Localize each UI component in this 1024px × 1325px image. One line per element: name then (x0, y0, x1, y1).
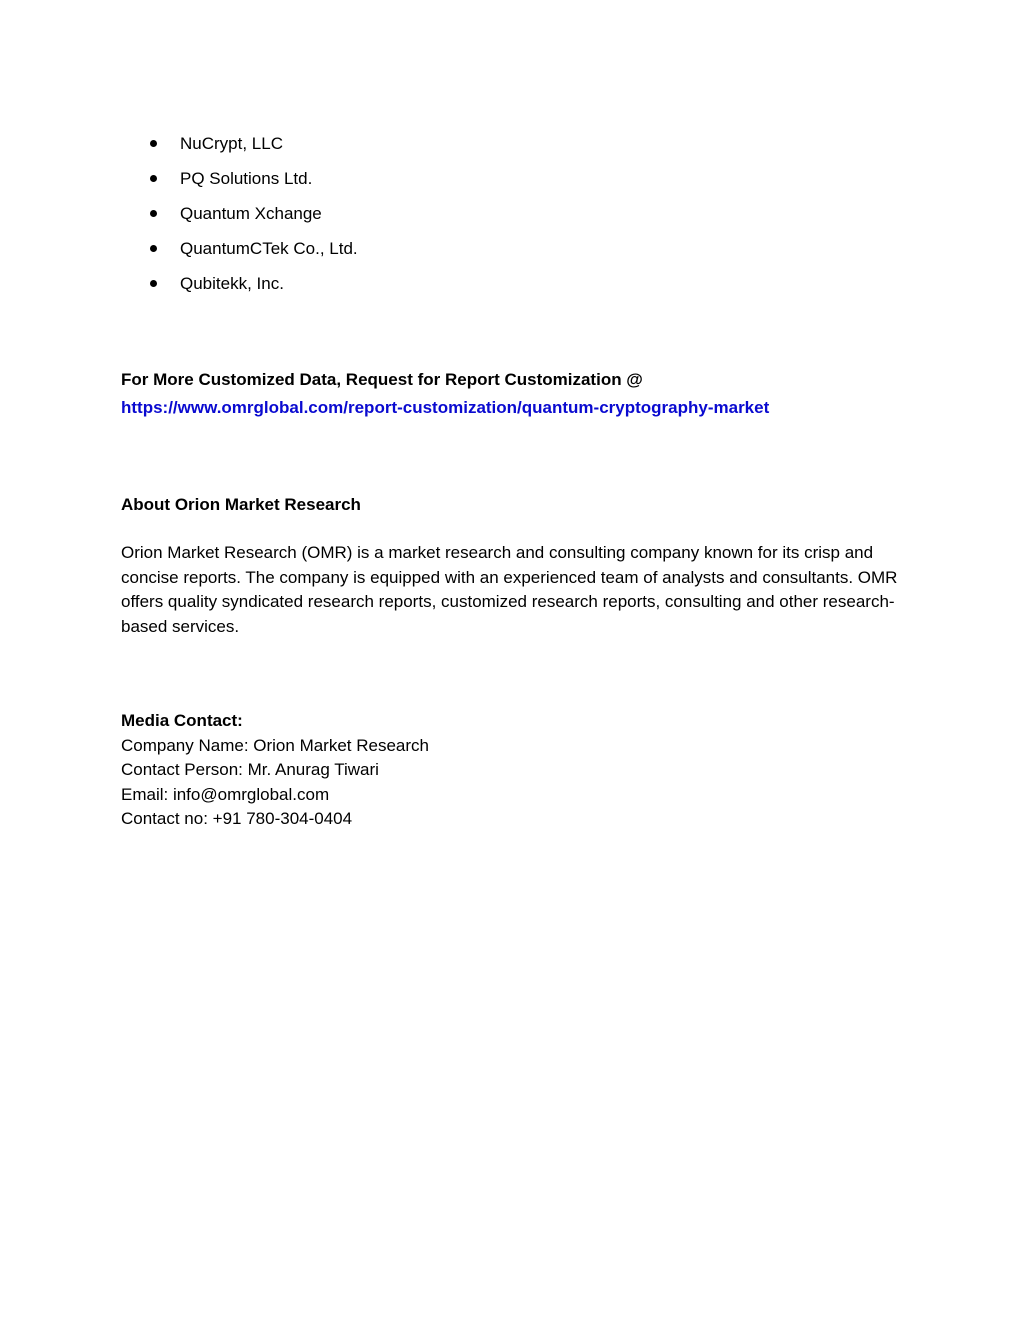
list-item (150, 236, 358, 271)
company-name: Quantum Xchange (180, 204, 322, 223)
bullet-icon (150, 175, 157, 182)
contact-phone: Contact no: +91 780-304-0404 (121, 809, 353, 829)
company-name: NuCrypt, LLC (180, 134, 283, 153)
media-contact-heading: Media Contact: (121, 711, 243, 730)
bullet-icon (150, 140, 157, 147)
bullet-icon (150, 245, 157, 252)
company-name: QuantumCTek Co., Ltd. (180, 239, 358, 258)
customization-link[interactable]: https://www.omrglobal.com/report-customization/quantum-cryptography-market (121, 398, 770, 417)
company-list (150, 131, 358, 306)
bullet-icon (150, 210, 157, 217)
contact-person: Contact Person: Mr. Anurag Tiwari (121, 760, 379, 780)
contact-company: Company Name: Orion Market Research (121, 735, 430, 755)
list-item (150, 271, 358, 306)
company-name: PQ Solutions Ltd. (180, 169, 313, 188)
customization-section (121, 366, 911, 422)
about-paragraph: Orion Market Research (OMR) is a market research and consulting company known for its crisp and concise reports. The company is equipped with an experienced team of analysts and consultants. OMR offers quality syndicated research reports, customized research reports, consulting and other research-based services. (121, 543, 898, 636)
list-item (150, 131, 358, 166)
bullet-icon (150, 280, 157, 287)
company-name: Qubitekk, Inc. (180, 274, 284, 293)
customization-prompt: For More Customized Data, Request for Report Customization @ (121, 370, 643, 389)
list-item (150, 201, 358, 236)
about-heading: About Orion Market Research (121, 495, 361, 514)
list-item (150, 166, 358, 201)
contact-email: Email: info@omrglobal.com (121, 784, 330, 804)
media-contact-section (121, 709, 911, 832)
